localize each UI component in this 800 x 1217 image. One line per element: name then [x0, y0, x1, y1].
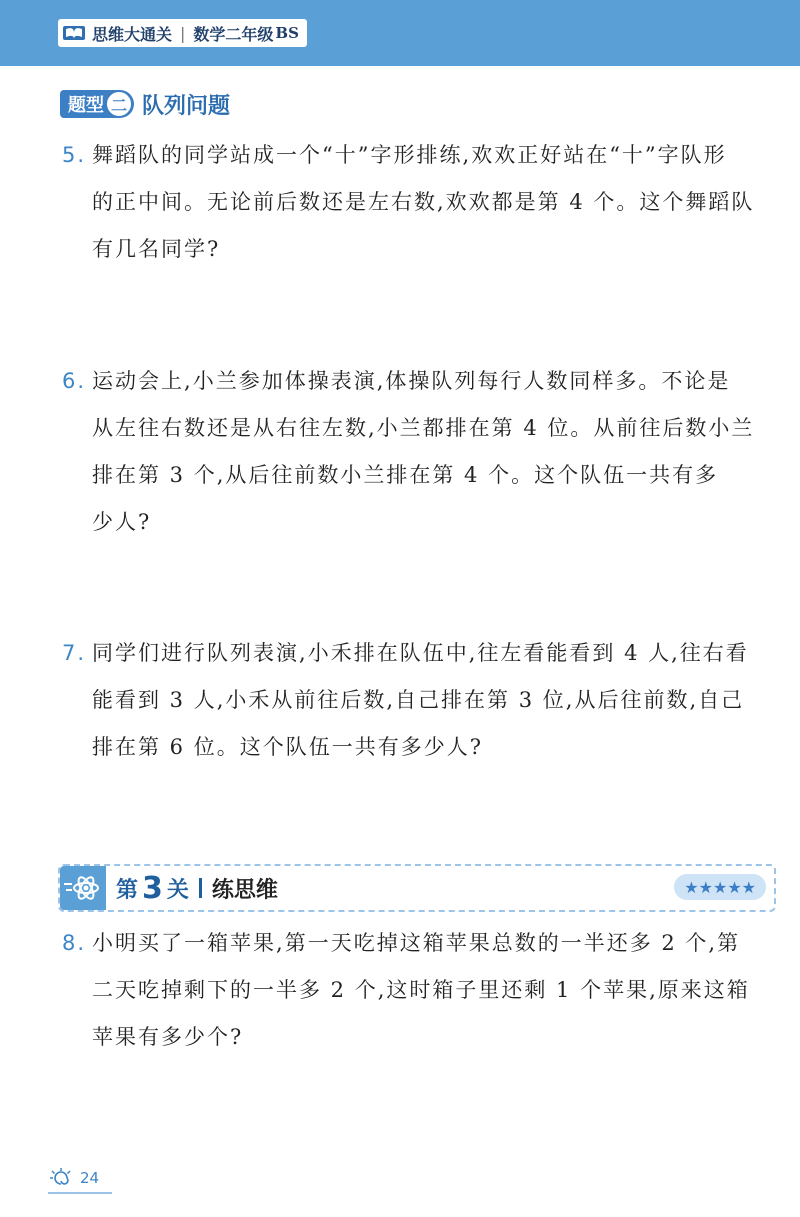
- problem-line: [62, 724, 782, 771]
- problem-text: 的正中间。无论前后数还是左右数,欢欢都是第 4 个。这个舞蹈队: [92, 190, 755, 214]
- problem-text: 苹果有多少个?: [92, 1025, 244, 1049]
- footer-rule: [48, 1192, 112, 1194]
- problem-line: [62, 226, 782, 273]
- problem-text: 能看到 3 人,小禾从前往后数,自己排在第 3 位,从后往前数,自己: [92, 688, 745, 712]
- header-subject: 数学二年级: [193, 24, 274, 44]
- section-tag-number: 二: [106, 91, 132, 117]
- level-banner: [58, 864, 776, 912]
- section-title: [60, 88, 230, 120]
- page-number: 24: [80, 1169, 100, 1187]
- problem-line: [62, 677, 782, 724]
- problem-number: 7.: [62, 641, 87, 665]
- problem-line: [62, 967, 782, 1014]
- problem-text: 同学们进行队列表演,小禾排在队伍中,往左看能看到 4 人,往右看: [92, 641, 749, 665]
- problem-text: 有几名同学?: [92, 237, 221, 261]
- sun-swirl-icon: [48, 1168, 74, 1188]
- problem-number: 6.: [62, 369, 87, 393]
- header-series: 思维大通关: [92, 24, 173, 44]
- problem-text: 舞蹈队的同学站成一个“十”字形排练,欢欢正好站在“十”字队形: [92, 143, 727, 167]
- page-header: [0, 0, 800, 66]
- problem-text: 二天吃掉剩下的一半多 2 个,这时箱子里还剩 1 个苹果,原来这箱: [92, 978, 750, 1002]
- level-name: 练思维: [211, 877, 278, 903]
- problem-line: [62, 452, 782, 499]
- difficulty-stars: ★★★★★: [674, 874, 766, 900]
- problem-line: [62, 499, 782, 546]
- problem-number: 5.: [62, 143, 87, 167]
- problem-text: 少人?: [92, 510, 152, 534]
- problem-5: [62, 132, 782, 273]
- level-number: 3: [142, 870, 163, 906]
- header-label: [58, 19, 307, 47]
- problem-text: 排在第 6 位。这个队伍一共有多少人?: [92, 735, 483, 759]
- problem-line: [62, 179, 782, 226]
- level-divider: [199, 878, 202, 898]
- problem-line: [62, 358, 782, 405]
- section-tag: [60, 90, 134, 118]
- problem-text: 小明买了一箱苹果,第一天吃掉这箱苹果总数的一半还多 2 个,第: [92, 931, 741, 955]
- problem-line: [62, 920, 782, 967]
- header-divider: |: [180, 23, 186, 43]
- problem-number: 8.: [62, 931, 87, 955]
- level-prefix: 第: [116, 877, 139, 903]
- level-suffix: 关: [166, 877, 189, 903]
- atom-icon: [60, 866, 106, 910]
- section-tag-label: 题型: [68, 95, 104, 116]
- book-icon: [62, 24, 86, 42]
- level-title: [116, 866, 278, 910]
- problem-8: [62, 920, 782, 1061]
- problem-line: [62, 132, 782, 179]
- problem-line: [62, 630, 782, 677]
- problem-6: [62, 358, 782, 546]
- problem-text: 从左往右数还是从右往左数,小兰都排在第 4 位。从前往后数小兰: [92, 416, 755, 440]
- problem-text: 运动会上,小兰参加体操表演,体操队列每行人数同样多。不论是: [92, 369, 731, 393]
- problem-7: [62, 630, 782, 771]
- page-footer: [48, 1168, 108, 1188]
- header-edition: BS: [275, 24, 299, 42]
- problem-line: [62, 1014, 782, 1061]
- section-name: 队列问题: [142, 93, 231, 119]
- problem-text: 排在第 3 个,从后往前数小兰排在第 4 个。这个队伍一共有多: [92, 463, 719, 487]
- problem-line: [62, 405, 782, 452]
